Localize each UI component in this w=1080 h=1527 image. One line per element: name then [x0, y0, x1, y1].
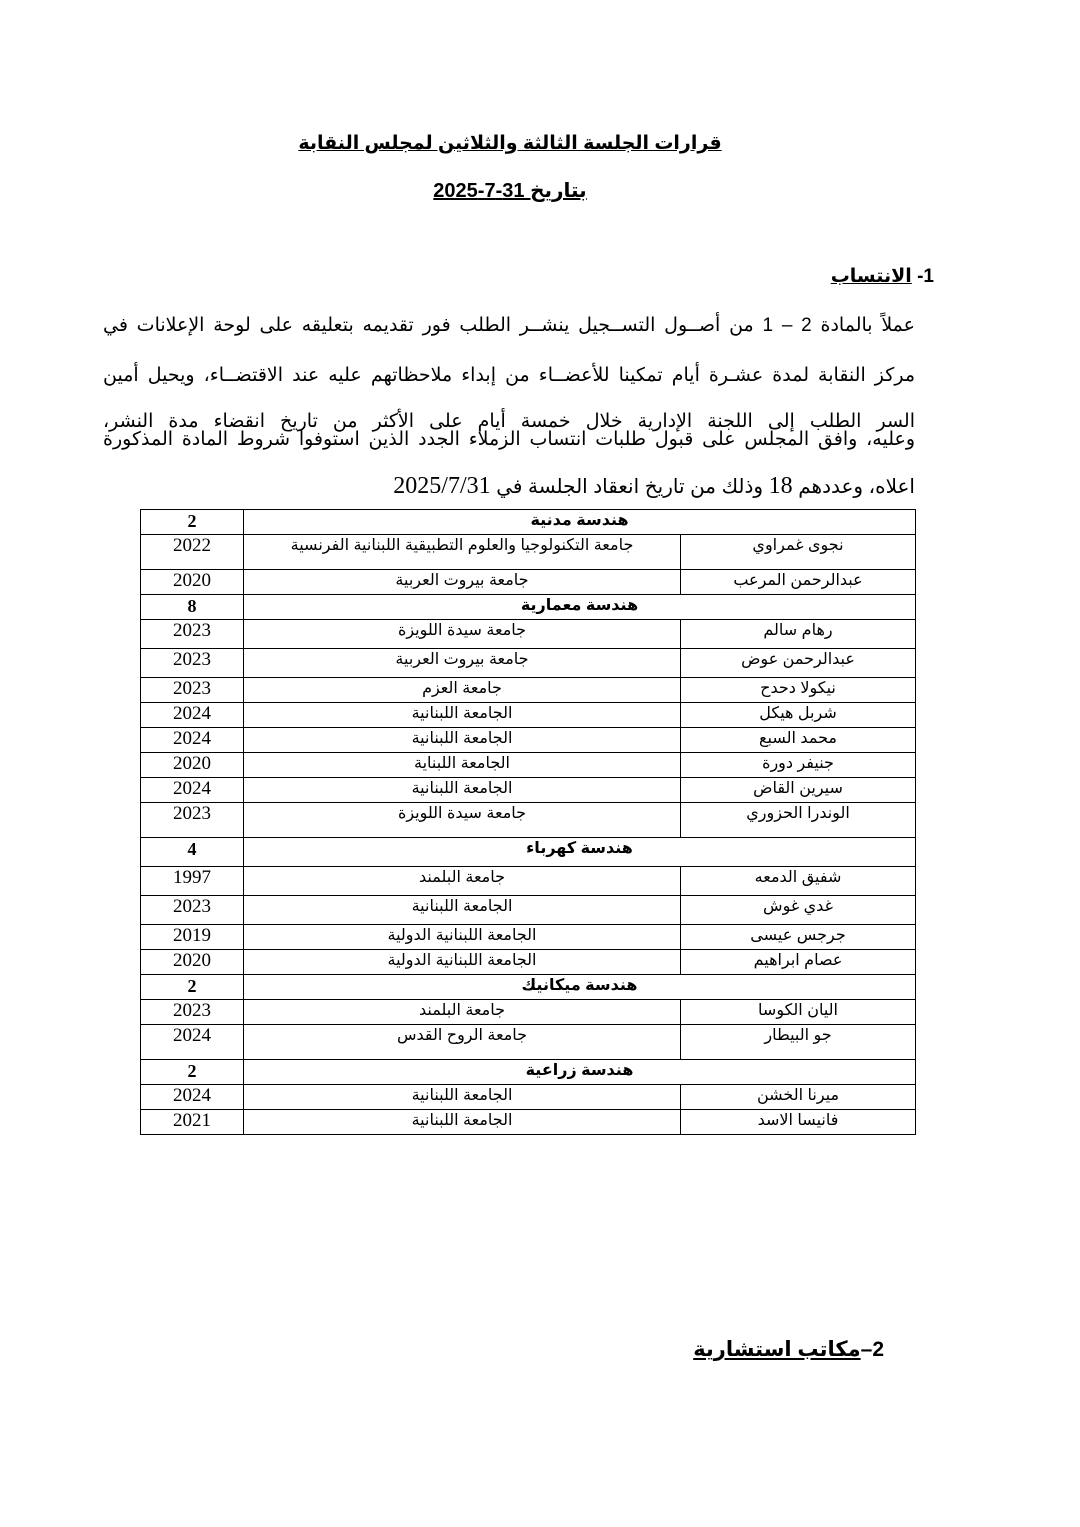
- graduation-year: 2024: [141, 778, 244, 803]
- group-count: 4: [141, 838, 244, 867]
- graduation-year: 2024: [141, 1025, 244, 1060]
- university: الجامعة اللبنانية: [244, 703, 681, 728]
- university: الجامعة اللبناية: [244, 753, 681, 778]
- graduation-year: 2023: [141, 620, 244, 649]
- graduation-year: 1997: [141, 867, 244, 896]
- member-name: عبدالرحمن المرعب: [681, 570, 916, 595]
- table-row: [141, 753, 916, 778]
- member-name: نيكولا دحدح: [681, 678, 916, 703]
- group-title: هندسة معمارية: [244, 595, 916, 620]
- table-row: [141, 570, 916, 595]
- table-row: [141, 803, 916, 838]
- section-1-number: 1-: [917, 266, 934, 287]
- section-2-number: 2–: [860, 1338, 884, 1361]
- section-2-title: مكاتب استشارية: [693, 1338, 861, 1361]
- member-name: جرجس عيسى: [681, 925, 916, 950]
- group-title: هندسة ميكانيك: [244, 975, 916, 1000]
- university: جامعة البلمند: [244, 867, 681, 896]
- group-header-row: [141, 838, 916, 867]
- table-row: [141, 778, 916, 803]
- member-name: شربل هيكل: [681, 703, 916, 728]
- group-title: هندسة مدنية: [244, 510, 916, 535]
- table-row: [141, 925, 916, 950]
- member-name: ميرنا الخشن: [681, 1085, 916, 1110]
- table-row: [141, 703, 916, 728]
- group-title: هندسة زراعية: [244, 1060, 916, 1085]
- university: جامعة بيروت العربية: [244, 570, 681, 595]
- university: الجامعة اللبنانية: [244, 1110, 681, 1135]
- paragraph-line-5-prefix: اعلاه، وعددهم: [798, 476, 915, 498]
- document-date: بتاريخ 31-7-2025: [433, 180, 587, 202]
- group-header-row: [141, 1060, 916, 1085]
- group-header-row: [141, 975, 916, 1000]
- table-row: [141, 1085, 916, 1110]
- table-row: [141, 896, 916, 925]
- university: جامعة العزم: [244, 678, 681, 703]
- university: جامعة سيدة اللويزة: [244, 803, 681, 838]
- graduation-year: 2023: [141, 678, 244, 703]
- graduation-year: 2021: [141, 1110, 244, 1135]
- graduation-year: 2022: [141, 535, 244, 570]
- paragraph-line-3: السر الطلب إلى اللجنة الإدارية خلال خمسة أيام على الأكثر من تاريخ انقضاء مدة النشر،: [103, 411, 915, 432]
- graduation-year: 2020: [141, 950, 244, 975]
- member-name: جنيفر دورة: [681, 753, 916, 778]
- table-row: [141, 1025, 916, 1060]
- group-count: 8: [141, 595, 244, 620]
- university: الجامعة اللبنانية: [244, 728, 681, 753]
- member-name: عصام ابراهيم: [681, 950, 916, 975]
- table-row: [141, 1000, 916, 1025]
- table-row: [141, 867, 916, 896]
- university: الجامعة اللبنانية الدولية: [244, 950, 681, 975]
- table-row: [141, 535, 916, 570]
- member-name: رهام سالم: [681, 620, 916, 649]
- group-header-row: [141, 510, 916, 535]
- table-row: [141, 678, 916, 703]
- paragraph-line-4: وعليه، وافق المجلس على قبول طلبات انتساب الزملاء الجدد الذين استوفوا شروط المادة المذكورة: [103, 429, 915, 450]
- table-row: [141, 950, 916, 975]
- group-header-row: [141, 595, 916, 620]
- group-count: 2: [141, 1060, 244, 1085]
- graduation-year: 2024: [141, 1085, 244, 1110]
- session-date: 2025/7/31: [393, 473, 491, 499]
- member-name: سيرين القاض: [681, 778, 916, 803]
- group-count: 2: [141, 510, 244, 535]
- member-name: الوندرا الحزوري: [681, 803, 916, 838]
- member-name: نجوى غمراوي: [681, 535, 916, 570]
- group-count: 2: [141, 975, 244, 1000]
- university: جامعة البلمند: [244, 1000, 681, 1025]
- section-1-title: الانتساب: [830, 266, 912, 287]
- table-row: [141, 620, 916, 649]
- university: جامعة سيدة اللويزة: [244, 620, 681, 649]
- university: الجامعة اللبنانية: [244, 1085, 681, 1110]
- university: الجامعة اللبنانية الدولية: [244, 925, 681, 950]
- paragraph-line-1: عملاً بالمادة 2 – 1 من أصــول التســجيل ينشــر الطلب فور تقديمه بتعليقه على لوحة الإعلانات في: [103, 315, 915, 336]
- paragraph-line-5: [103, 474, 915, 499]
- university: الجامعة اللبنانية: [244, 896, 681, 925]
- member-name: فانيسا الاسد: [681, 1110, 916, 1135]
- paragraph-line-2: مركز النقابة لمدة عشـرة أيام تمكينا للأعضــاء من إبداء ملاحظاتهم عليه عند الاقتضــاء، ويحيل أمين: [103, 365, 915, 386]
- member-count: 18: [768, 473, 793, 499]
- section-1-heading: [831, 265, 934, 288]
- table-row: [141, 728, 916, 753]
- graduation-year: 2023: [141, 1000, 244, 1025]
- graduation-year: 2024: [141, 703, 244, 728]
- paragraph-line-5-middle: وذلك من تاريخ انعقاد الجلسة في: [496, 476, 764, 498]
- table-row: [141, 1110, 916, 1135]
- university: جامعة الروح القدس: [244, 1025, 681, 1060]
- group-title: هندسة كهرباء: [244, 838, 916, 867]
- graduation-year: 2019: [141, 925, 244, 950]
- member-name: شفيق الدمعه: [681, 867, 916, 896]
- member-name: محمد السبع: [681, 728, 916, 753]
- graduation-year: 2020: [141, 570, 244, 595]
- document-title: قرارات الجلسة الثالثة والثلاثين لمجلس النقابة: [298, 133, 722, 154]
- member-name: اليان الكوسا: [681, 1000, 916, 1025]
- table-row: [141, 649, 916, 678]
- member-name: غدي غوش: [681, 896, 916, 925]
- member-name: جو البيطار: [681, 1025, 916, 1060]
- members-table: [140, 509, 916, 1135]
- university: الجامعة اللبنانية: [244, 778, 681, 803]
- graduation-year: 2020: [141, 753, 244, 778]
- university: جامعة بيروت العربية: [244, 649, 681, 678]
- university: جامعة التكنولوجيا والعلوم التطبيقية اللبنانية الفرنسية: [244, 535, 681, 570]
- section-2-heading: [693, 1337, 884, 1362]
- graduation-year: 2023: [141, 896, 244, 925]
- graduation-year: 2023: [141, 649, 244, 678]
- member-name: عبدالرحمن عوض: [681, 649, 916, 678]
- graduation-year: 2024: [141, 728, 244, 753]
- graduation-year: 2023: [141, 803, 244, 838]
